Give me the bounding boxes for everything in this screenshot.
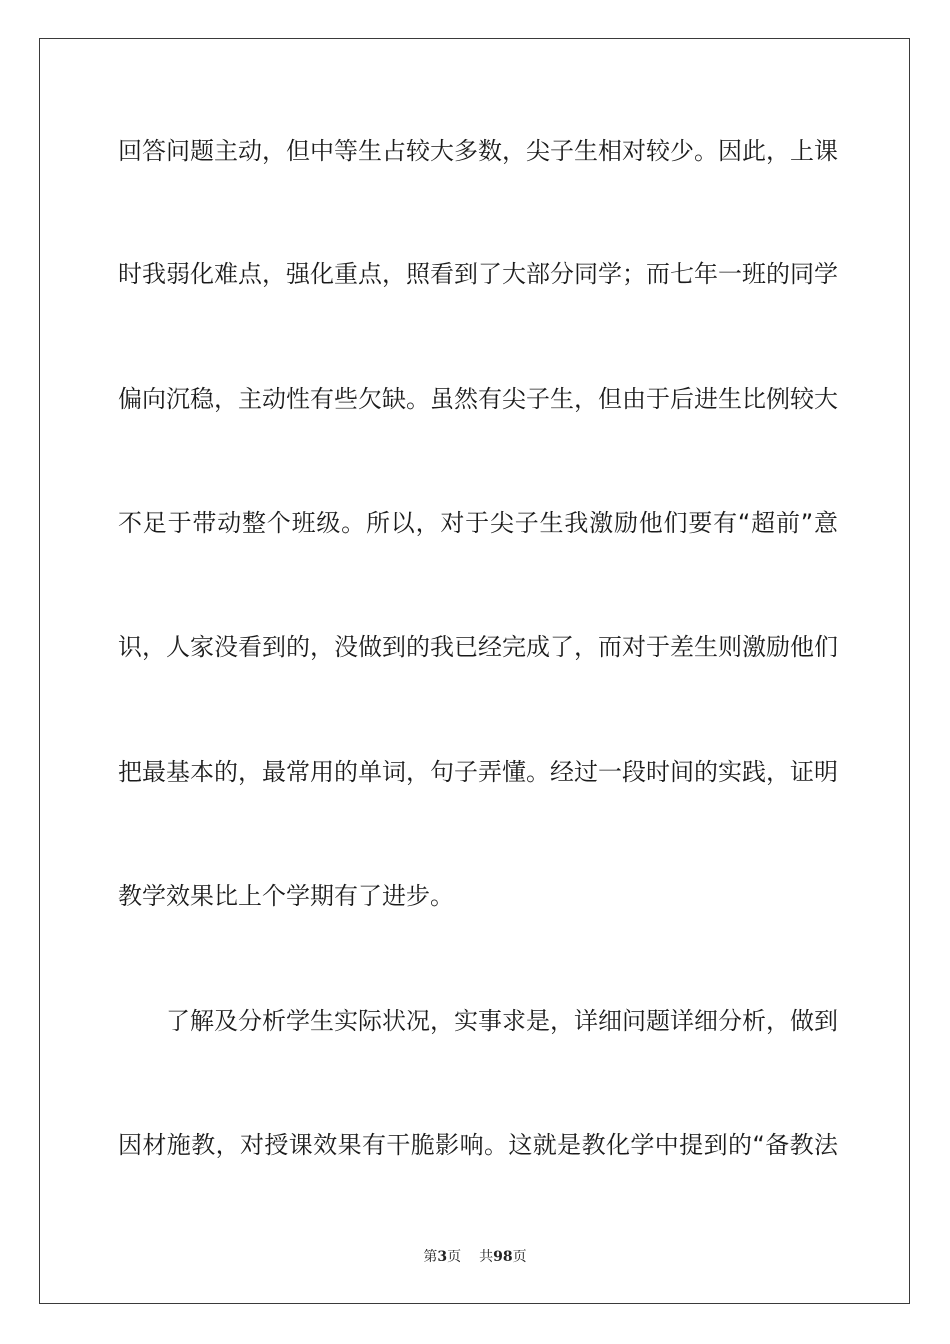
body-line-8: 了解及分析学生实际状况，实事求是，详细问题详细分析，做到 xyxy=(166,1007,838,1035)
total-label-suffix: 页 xyxy=(512,1249,527,1265)
page-label-prefix: 第 xyxy=(423,1249,438,1265)
page-border xyxy=(39,38,910,1304)
body-line-1: 回答问题主动，但中等生占较大多数，尖子生相对较少。因此，上课 xyxy=(118,137,838,165)
total-label-prefix: 共 xyxy=(479,1249,494,1265)
page-label-suffix: 页 xyxy=(447,1249,462,1265)
body-line-2: 时我弱化难点，强化重点，照看到了大部分同学；而七年一班的同学 xyxy=(118,260,838,288)
body-line-3: 偏向沉稳，主动性有些欠缺。虽然有尖子生，但由于后进生比例较大 xyxy=(118,385,838,413)
body-line-6: 把最基本的，最常用的单词，句子弄懂。经过一段时间的实践，证明 xyxy=(118,758,838,786)
page-number: 3 xyxy=(437,1249,448,1265)
page-footer xyxy=(0,1246,950,1266)
body-line-9: 因材施教，对授课效果有干脆影响。这就是教化学中提到的“备教法 xyxy=(118,1131,838,1159)
total-pages: 98 xyxy=(493,1249,513,1265)
body-line-7: 教学效果比上个学期有了进步。 xyxy=(118,882,454,910)
body-line-5: 识，人家没看到的，没做到的我已经完成了，而对于差生则激励他们 xyxy=(118,633,838,661)
body-line-4: 不足于带动整个班级。所以，对于尖子生我激励他们要有“超前”意 xyxy=(118,509,838,537)
